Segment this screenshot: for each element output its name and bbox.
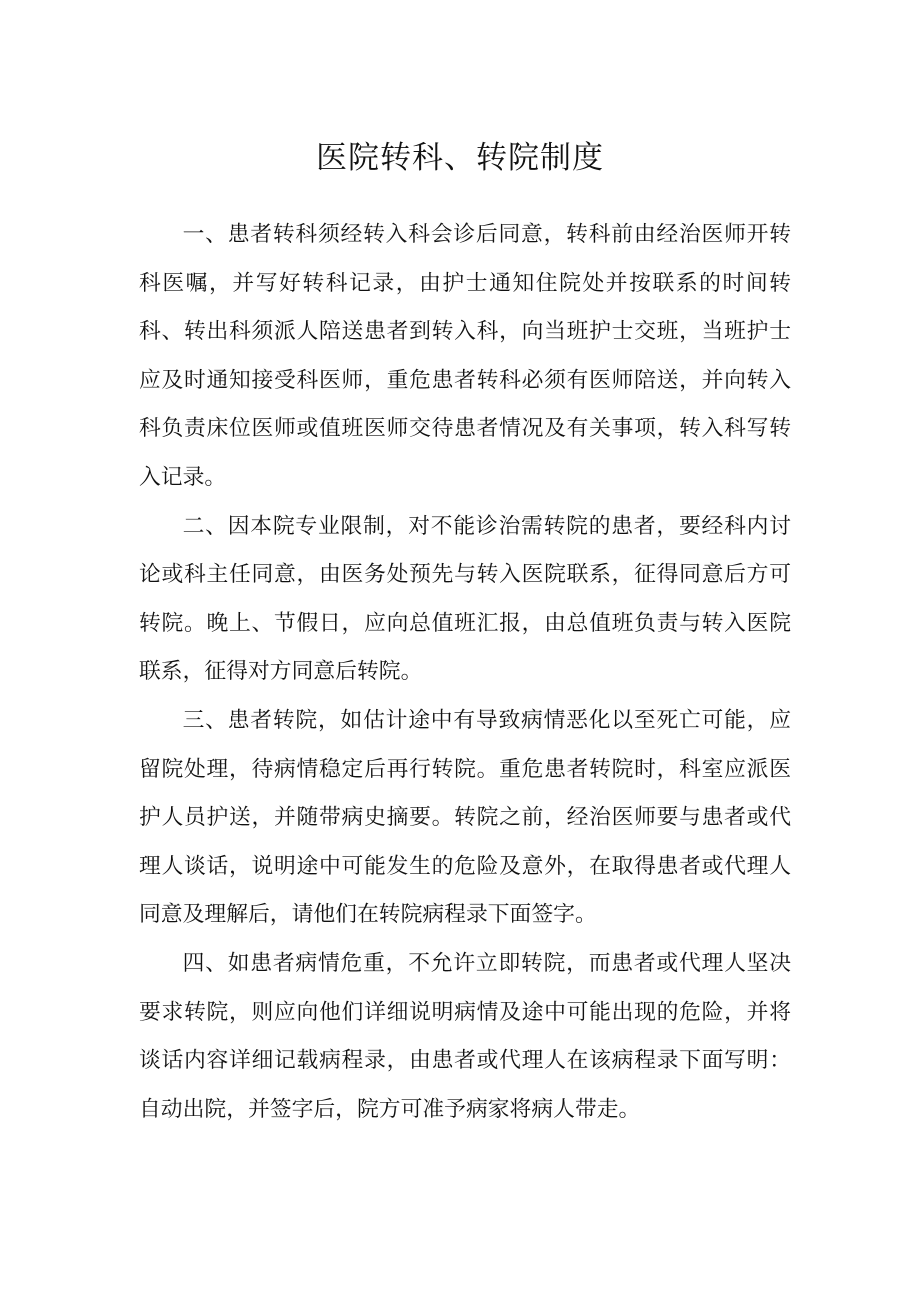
paragraph-2: 二、因本院专业限制，对不能诊治需转院的患者，要经科内讨论或科主任同意，由医务处预先与转入医院联系，征得同意后方可转院。晚上、节假日，应向总值班汇报，由总值班负责与转入医院联系，征得对方同意后转院。 [139, 513, 791, 685]
document-body [139, 211, 791, 1134]
document-title: 医院转科、转院制度 [316, 140, 604, 176]
paragraph-4: 四、如患者病情危重，不允许立即转院，而患者或代理人坚决要求转院，则应向他们详细说明病情及途中可能出现的危险，并将谈话内容详细记载病程录，由患者或代理人在该病程录下面写明：自动出院，并签字后，院方可准予病家将病人带走。 [139, 950, 791, 1122]
paragraph-1: 一、患者转科须经转入科会诊后同意，转科前由经治医师开转科医嘱，并写好转科记录，由护士通知住院处并按联系的时间转科、转出科须派人陪送患者到转入科，向当班护士交班，当班护士应及时通知接受科医师，重危患者转科必须有医师陪送，并向转入科负责床位医师或值班医师交待患者情况及有关事项，转入科写转入记录。 [139, 222, 791, 490]
paragraph-3: 三、患者转院，如估计途中有导致病情恶化以至死亡可能，应留院处理，待病情稳定后再行转院。重危患者转院时，科室应派医护人员护送，并随带病史摘要。转院之前，经治医师要与患者或代理人谈话，说明途中可能发生的危险及意外，在取得患者或代理人同意及理解后，请他们在转院病程录下面签字。 [139, 707, 791, 928]
